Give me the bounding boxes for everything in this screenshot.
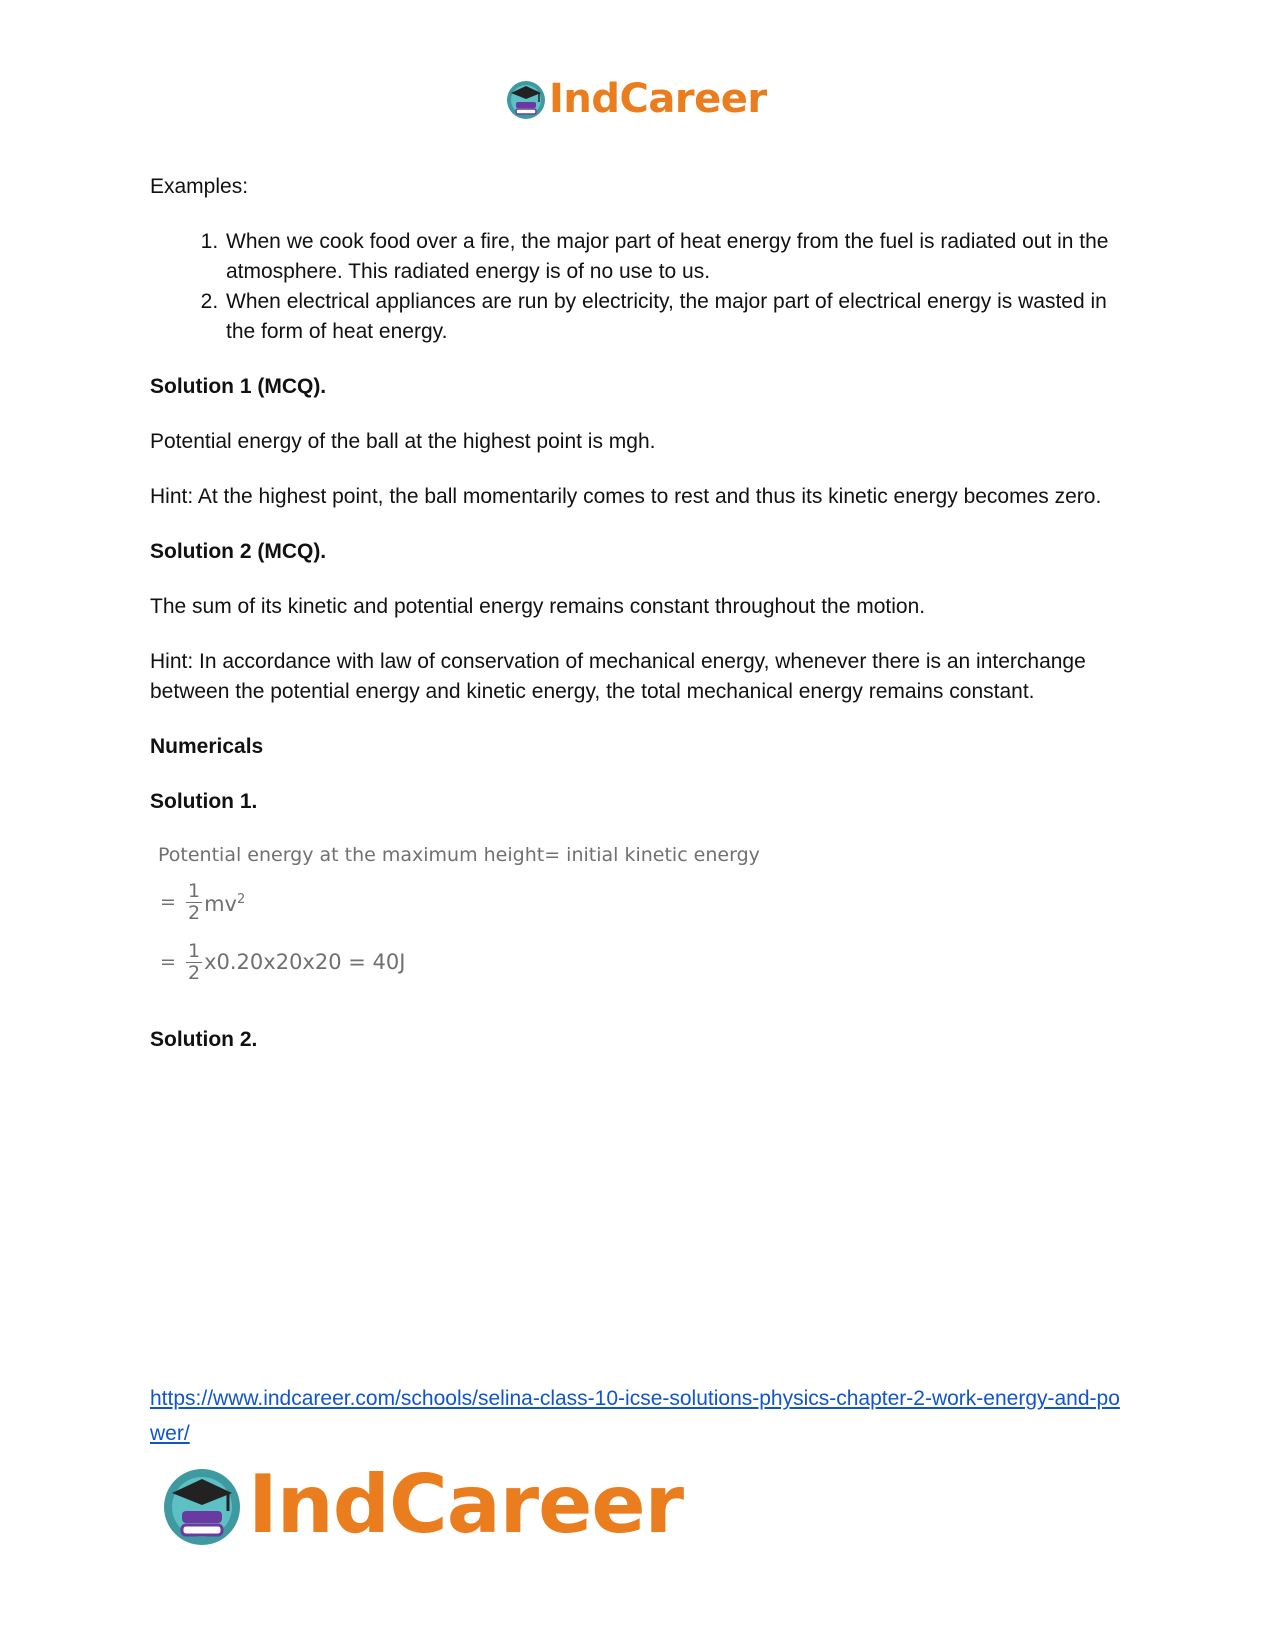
examples-list: [150, 227, 1135, 347]
list-item: 1. When we cook food over a fire, the major part of heat energy from the fuel is radiated out in the atmosphere. This radiated energy is of no use to us.: [224, 227, 1135, 287]
fraction-denominator: 2: [188, 961, 201, 984]
expression-base: mv: [204, 892, 237, 916]
math-statement: Potential energy at the maximum height= initial kinetic energy: [158, 844, 760, 866]
equals-sign: =: [160, 951, 176, 973]
equals-sign: =: [160, 891, 176, 913]
footer-link-block: [150, 1381, 1135, 1451]
solution-1-heading: Solution 1.: [150, 790, 258, 813]
math-line-1: [158, 872, 1135, 932]
list-item: 2. When electrical appliances are run by electricity, the major part of electrical energy is wasted in the form of heat energy.: [224, 287, 1135, 347]
numericals-heading: Numericals: [150, 735, 264, 758]
footer-logo: [160, 1458, 684, 1551]
solution-2-heading: Solution 2.: [150, 1028, 258, 1051]
header-logo: [505, 78, 767, 120]
solution-2-mcq-hint: Hint: In accordance with law of conservation of mechanical energy, whenever there is an interchange between the potential energy and kinetic energy, the total mechanical energy remains constant.: [150, 650, 1086, 703]
fraction-denominator: 2: [188, 901, 201, 924]
graduation-cap-book-globe-icon: [505, 78, 547, 120]
main-content: [150, 172, 1135, 1080]
solution-2-mcq-answer: The sum of its kinetic and potential energy remains constant throughout the motion.: [150, 595, 926, 618]
fraction-numerator: 1: [188, 879, 201, 902]
solution-1-working: [158, 842, 1135, 992]
source-link[interactable]: https://www.indcareer.com/schools/selina-class-10-icse-solutions-physics-chapter-2-work-energy-and-power/: [150, 1387, 1120, 1445]
solution-2-mcq-heading: Solution 2 (MCQ).: [150, 540, 327, 563]
math-line-2: [158, 932, 1135, 992]
fraction-half: [186, 879, 202, 924]
calculation-expression: x0.20x20x20 = 40J: [204, 950, 406, 974]
examples-heading: Examples:: [150, 175, 249, 198]
solution-1-mcq-heading: Solution 1 (MCQ).: [150, 375, 327, 398]
solution-1-mcq-answer: Potential energy of the ball at the highest point is mgh.: [150, 430, 656, 453]
kinetic-energy-expression: [204, 885, 245, 919]
brand-name: IndCareer: [248, 1458, 684, 1551]
expression-exponent: 2: [236, 892, 246, 907]
fraction-numerator: 1: [188, 939, 201, 962]
graduation-cap-book-globe-icon: [160, 1463, 244, 1547]
fraction-half: [186, 939, 202, 984]
solution-1-mcq-hint: Hint: At the highest point, the ball momentarily comes to rest and thus its kinetic energy becomes zero.: [150, 485, 1102, 508]
brand-name: IndCareer: [549, 76, 767, 122]
